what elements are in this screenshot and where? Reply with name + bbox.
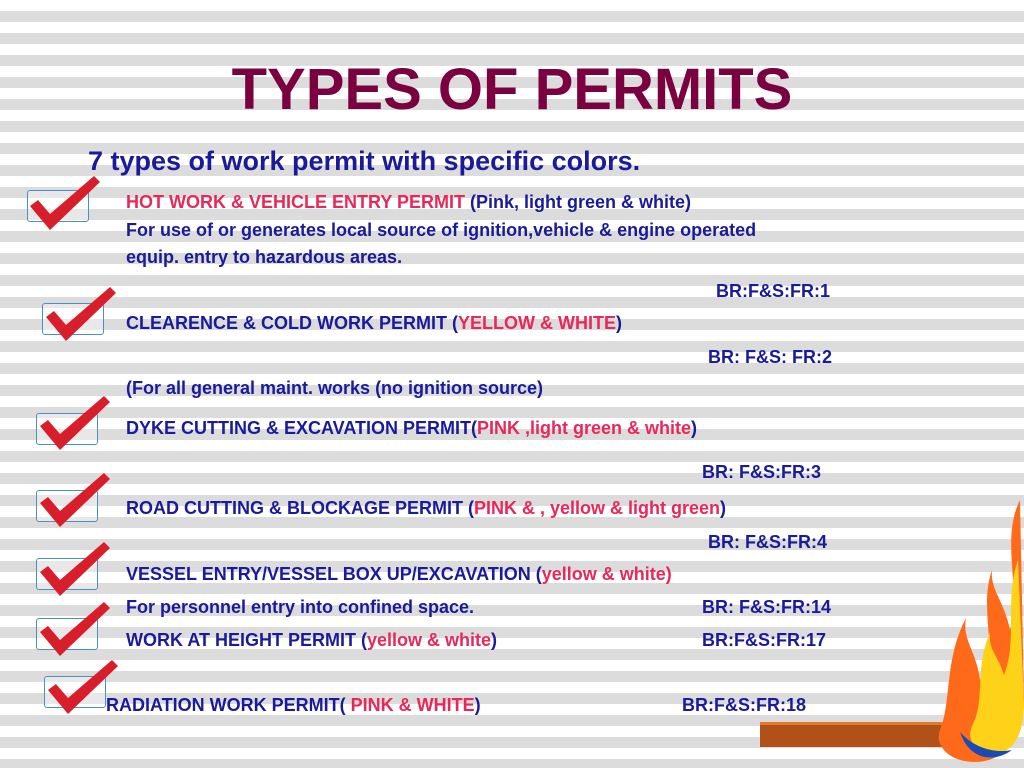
- permit-colors: yellow & white): [541, 564, 672, 584]
- slide-title: TYPES OF PERMITS: [231, 57, 793, 122]
- permit-description: For use of or generates local source of ignition,vehicle & engine operated: [126, 220, 757, 240]
- permit-radiation: [106, 695, 481, 715]
- permit-hot-work: [126, 192, 691, 212]
- permit-cold-work: [126, 313, 622, 333]
- permit-name: RADIATION WORK PERMIT(: [106, 695, 351, 715]
- permit-description: (For all general maint. works (no ignition source): [126, 378, 544, 398]
- permit-reference: BR: F&S:FR:4: [708, 532, 827, 552]
- permit-colors: YELLOW & WHITE: [458, 313, 616, 333]
- red-checkmark-icon: [34, 390, 114, 454]
- permit-reference: BR:F&S:FR:1: [716, 281, 830, 301]
- permit-reference: BR:F&S:FR:17: [702, 630, 826, 650]
- permit-close: ): [491, 630, 498, 650]
- permit-close: ): [691, 418, 698, 438]
- permit-colors: (Pink, light green & white): [470, 192, 692, 212]
- permit-dyke-cutting: [126, 418, 697, 438]
- flame-icon: [900, 500, 1024, 768]
- permit-reference: BR: F&S:FR:3: [702, 462, 821, 482]
- red-checkmark-icon: [40, 281, 120, 345]
- red-checkmark-icon: [34, 467, 114, 531]
- permit-close: ): [720, 498, 727, 518]
- permit-name: WORK AT HEIGHT PERMIT (: [126, 630, 367, 650]
- permit-name: CLEARENCE & COLD WORK PERMIT (: [126, 313, 458, 333]
- slide-subtitle: 7 types of work permit with specific colors.: [88, 146, 641, 176]
- red-checkmark-icon: [34, 596, 114, 660]
- permit-colors: yellow & white: [366, 630, 492, 650]
- red-checkmark-icon: [34, 536, 114, 600]
- permit-road-cutting: [126, 498, 726, 518]
- red-checkmark-icon: [24, 170, 104, 234]
- permit-name: HOT WORK & VEHICLE ENTRY PERMIT: [126, 192, 466, 212]
- permit-name: ROAD CUTTING & BLOCKAGE PERMIT (: [126, 498, 474, 518]
- permit-name: DYKE CUTTING & EXCAVATION PERMIT(: [126, 418, 477, 438]
- permit-colors: PINK ,light green & white: [477, 418, 692, 438]
- permit-colors: PINK & , yellow & light green: [474, 498, 721, 518]
- permit-close: ): [474, 695, 481, 715]
- permit-reference: BR:F&S:FR:18: [682, 695, 806, 715]
- permit-close: ): [615, 313, 622, 333]
- permit-reference: BR: F&S:FR:14: [702, 597, 831, 617]
- permit-name: VESSEL ENTRY/VESSEL BOX UP/EXCAVATION (: [126, 564, 542, 584]
- permit-reference: BR: F&S: FR:2: [708, 347, 832, 367]
- permit-vessel-entry: [126, 564, 672, 584]
- permit-description: For personnel entry into confined space.: [126, 597, 475, 617]
- permit-colors: PINK & WHITE: [350, 695, 475, 715]
- permit-description: equip. entry to hazardous areas.: [126, 247, 403, 267]
- permit-work-at-height: [126, 630, 497, 650]
